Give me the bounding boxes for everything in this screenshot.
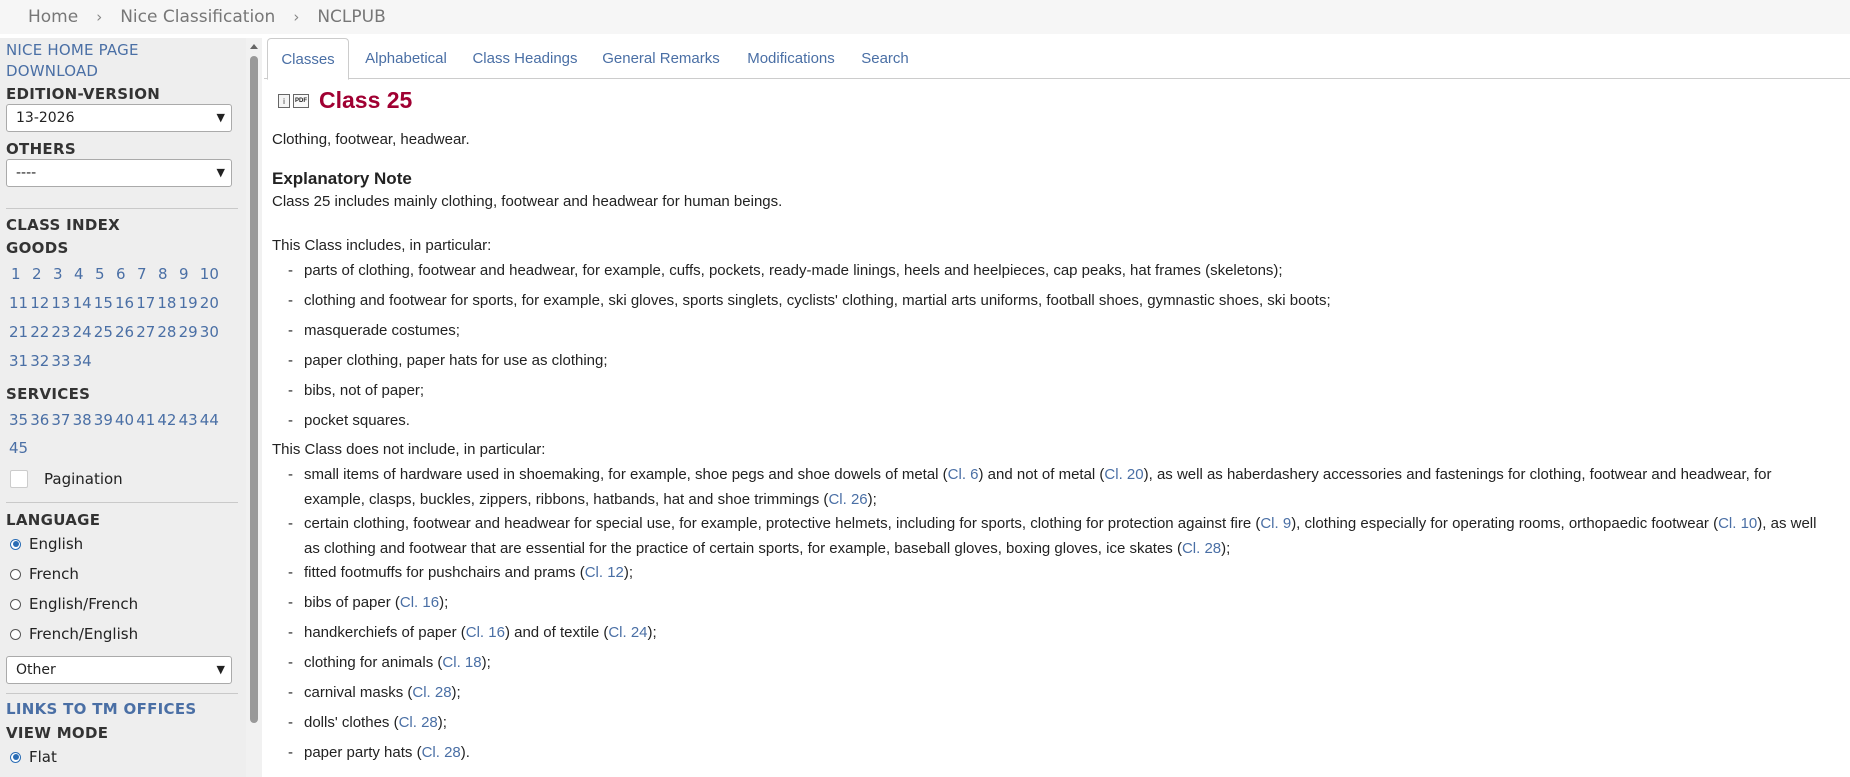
class-link-17[interactable]: 17 [136, 294, 156, 312]
tab-general-remarks[interactable]: General Remarks [602, 50, 720, 67]
class-link-41[interactable]: 41 [136, 411, 156, 429]
info-document-icon[interactable]: i [278, 94, 290, 108]
class-cross-reference-link[interactable]: Cl. 28 [421, 744, 461, 761]
other-language-select[interactable] [6, 656, 232, 684]
other-language-value: Other [16, 662, 56, 678]
main-content [272, 79, 1842, 777]
divider [6, 208, 238, 209]
pagination-toggle[interactable] [10, 470, 123, 488]
radio-button[interactable] [10, 569, 21, 580]
class-link-37[interactable]: 37 [51, 411, 71, 429]
links-to-tm-offices-link[interactable]: LINKS TO TM OFFICES [6, 700, 197, 718]
bullet-dash: - [288, 624, 293, 641]
bullet-dash: - [288, 382, 293, 399]
class-link-7[interactable]: 7 [137, 265, 147, 283]
includes-list-item [288, 348, 1828, 373]
class-link-18[interactable]: 18 [157, 294, 177, 312]
tab-alphabetical[interactable]: Alphabetical [365, 50, 447, 67]
class-link-40[interactable]: 40 [115, 411, 135, 429]
bullet-dash: - [288, 564, 293, 581]
includes-item-text: clothing and footwear for sports, for example, ski gloves, sports singlets, cyclists' clothing, martial arts uniforms, football shoes, gymnastic shoes, ski boots; [304, 292, 1331, 309]
pagination-checkbox[interactable] [10, 470, 28, 488]
bullet-dash: - [288, 654, 293, 671]
breadcrumb-nclpub: NCLPUB [317, 7, 386, 27]
class-link-14[interactable]: 14 [72, 294, 92, 312]
class-link-15[interactable]: 15 [93, 294, 113, 312]
class-link-9[interactable]: 9 [179, 265, 189, 283]
class-link-30[interactable]: 30 [199, 323, 219, 341]
includes-intro: This Class includes, in particular: [272, 237, 492, 254]
chevron-right-icon: › [96, 8, 103, 26]
explanatory-note-text: Class 25 includes mainly clothing, footwear and headwear for human beings. [272, 193, 783, 210]
services-label: SERVICES [6, 385, 91, 403]
class-link-45[interactable]: 45 [9, 439, 29, 457]
includes-item-text: bibs, not of paper; [304, 382, 425, 399]
class-cross-reference-link[interactable]: Cl. 24 [608, 624, 648, 641]
class-link-26[interactable]: 26 [115, 323, 135, 341]
class-link-31[interactable]: 31 [9, 352, 29, 370]
tab-classes[interactable]: Classes [267, 38, 349, 80]
breadcrumb-home[interactable]: Home [28, 7, 79, 27]
excludes-list-item [288, 511, 1828, 561]
view-mode-option-flat[interactable]: Flat [10, 748, 57, 766]
class-link-42[interactable]: 42 [157, 411, 177, 429]
excludes-item-text: certain clothing, footwear and headwear for special use, for example, protective helmets, including for sports, clothing for protection against fire (Cl. 9), clothing especially for operating rooms, orthopaedic footwear (Cl. 10), as well as clothing and footwear that are essential for the practice of certain sports, for example, baseball gloves, boxing gloves, ice skates (Cl. 28); [304, 515, 1817, 557]
excludes-list-item [288, 710, 1828, 735]
others-select[interactable] [6, 159, 232, 187]
includes-list-item [288, 318, 1828, 343]
class-link-2[interactable]: 2 [32, 265, 42, 283]
class-link-20[interactable]: 20 [199, 294, 219, 312]
excludes-list-item [288, 620, 1828, 645]
class-link-27[interactable]: 27 [136, 323, 156, 341]
bullet-dash: - [288, 292, 293, 309]
class-heading: Clothing, footwear, headwear. [272, 131, 470, 148]
class-cross-reference-link[interactable]: Cl. 16 [465, 624, 505, 641]
chevron-down-icon: ▼ [216, 166, 225, 179]
bullet-dash: - [288, 515, 293, 532]
excludes-list-item [288, 590, 1828, 615]
others-value: ---- [16, 165, 37, 181]
radio-button[interactable] [10, 539, 21, 550]
divider [6, 693, 238, 694]
class-link-44[interactable]: 44 [199, 411, 219, 429]
class-link-25[interactable]: 25 [93, 323, 113, 341]
class-link-35[interactable]: 35 [9, 411, 29, 429]
class-cross-reference-link[interactable]: Cl. 26 [828, 491, 868, 508]
excludes-item-text: dolls' clothes (Cl. 28); [304, 714, 447, 731]
class-link-4[interactable]: 4 [74, 265, 84, 283]
radio-button[interactable] [10, 629, 21, 640]
edition-version-value: 13-2026 [16, 110, 75, 126]
sidebar-scrollbar[interactable] [246, 38, 262, 777]
breadcrumb [0, 0, 1850, 34]
bullet-dash: - [288, 684, 293, 701]
class-link-23[interactable]: 23 [51, 323, 71, 341]
class-link-8[interactable]: 8 [158, 265, 168, 283]
language-label: LANGUAGE [6, 511, 101, 529]
class-link-24[interactable]: 24 [72, 323, 92, 341]
includes-item-text: paper clothing, paper hats for use as clothing; [304, 352, 608, 369]
class-link-33[interactable]: 33 [51, 352, 71, 370]
class-link-28[interactable]: 28 [157, 323, 177, 341]
edition-version-select[interactable] [6, 104, 232, 132]
includes-item-text: parts of clothing, footwear and headwear, for example, cuffs, pockets, ready-made linings, heels and heelpieces, cap peaks, hat frames (skeletons); [304, 262, 1283, 279]
class-link-43[interactable]: 43 [178, 411, 198, 429]
chevron-down-icon: ▼ [216, 111, 225, 124]
class-link-29[interactable]: 29 [178, 323, 198, 341]
class-link-39[interactable]: 39 [93, 411, 113, 429]
excludes-item-text: carnival masks (Cl. 28); [304, 684, 461, 701]
edition-version-label: EDITION-VERSION [6, 85, 161, 103]
tab-class-headings[interactable]: Class Headings [472, 50, 578, 67]
radio-button[interactable] [10, 752, 21, 763]
class-link-34[interactable]: 34 [72, 352, 92, 370]
excludes-item-text: fitted footmuffs for pushchairs and prams (Cl. 12); [304, 564, 634, 581]
class-link-1[interactable]: 1 [11, 265, 21, 283]
sidebar [0, 38, 246, 777]
excludes-item-text: clothing for animals (Cl. 18); [304, 654, 491, 671]
others-label: OTHERS [6, 140, 76, 158]
class-link-11[interactable]: 11 [9, 294, 29, 312]
class-cross-reference-link[interactable]: Cl. 18 [442, 654, 482, 671]
includes-item-text: masquerade costumes; [304, 322, 460, 339]
language-option-french[interactable]: French [10, 565, 79, 583]
bullet-dash: - [288, 352, 293, 369]
class-cross-reference-link[interactable]: Cl. 28 [1181, 540, 1222, 557]
tab-search[interactable]: Search [861, 50, 909, 67]
excludes-list-item [288, 740, 1828, 765]
bullet-dash: - [288, 322, 293, 339]
class-cross-reference-link[interactable]: Cl. 12 [584, 564, 624, 581]
excludes-item-text: small items of hardware used in shoemaking, for example, shoe pegs and shoe dowels of metal (Cl. 6) and not of metal (Cl. 20), as well as haberdashery accessories and fastenings for clothing, footwear and headwear, for example, clasps, buckles, zippers, ribbons, hatbands, hat and shoe trimmings (Cl. 26); [304, 466, 1772, 508]
language-option-french-english[interactable]: French/English [10, 625, 138, 643]
class-link-21[interactable]: 21 [9, 323, 29, 341]
scroll-up-arrow-icon[interactable] [250, 44, 258, 49]
excludes-list-item [288, 650, 1828, 675]
bullet-dash: - [288, 594, 293, 611]
scrollbar-thumb[interactable] [250, 56, 258, 723]
bullet-dash: - [288, 466, 293, 483]
excludes-item-text: paper party hats (Cl. 28). [304, 744, 470, 761]
class-link-12[interactable]: 12 [30, 294, 50, 312]
class-link-19[interactable]: 19 [178, 294, 198, 312]
download-link[interactable]: DOWNLOAD [6, 62, 99, 80]
class-cross-reference-link[interactable]: Cl. 6 [947, 466, 979, 483]
chevron-down-icon: ▼ [216, 663, 225, 676]
tab-bar [264, 38, 1850, 79]
excludes-item-text: handkerchiefs of paper (Cl. 16) and of textile (Cl. 24); [304, 624, 657, 641]
includes-item-text: pocket squares. [304, 412, 410, 429]
class-cross-reference-link[interactable]: Cl. 9 [1260, 515, 1292, 532]
includes-list-item [288, 408, 1828, 433]
class-link-16[interactable]: 16 [115, 294, 135, 312]
pdf-icon[interactable]: PDF [293, 94, 309, 108]
language-option-english[interactable]: English [10, 535, 83, 553]
class-index-label: CLASS INDEX [6, 216, 121, 234]
divider [6, 502, 238, 503]
class-link-13[interactable]: 13 [51, 294, 71, 312]
class-cross-reference-link[interactable]: Cl. 28 [398, 714, 438, 731]
includes-list-item [288, 258, 1828, 283]
class-link-22[interactable]: 22 [30, 323, 50, 341]
class-link-6[interactable]: 6 [116, 265, 126, 283]
excludes-list-item [288, 680, 1828, 705]
class-link-36[interactable]: 36 [30, 411, 50, 429]
breadcrumb-nice-classification[interactable]: Nice Classification [120, 7, 276, 27]
class-cross-reference-link[interactable]: Cl. 10 [1718, 515, 1758, 532]
pagination-label: Pagination [44, 470, 123, 488]
language-option-english-french[interactable]: English/French [10, 595, 138, 613]
bullet-dash: - [288, 412, 293, 429]
excludes-list-item [288, 560, 1828, 585]
excludes-item-text: bibs of paper (Cl. 16); [304, 594, 449, 611]
view-mode-label: VIEW MODE [6, 724, 109, 742]
nice-home-page-link[interactable]: NICE HOME PAGE [6, 41, 139, 59]
class-cross-reference-link[interactable]: Cl. 28 [412, 684, 452, 701]
tab-modifications[interactable]: Modifications [747, 50, 835, 67]
bullet-dash: - [288, 744, 293, 761]
bullet-dash: - [288, 714, 293, 731]
class-cross-reference-link[interactable]: Cl. 20 [1104, 466, 1144, 483]
class-link-38[interactable]: 38 [72, 411, 92, 429]
class-link-3[interactable]: 3 [53, 265, 63, 283]
includes-list-item [288, 378, 1828, 403]
goods-label: GOODS [6, 239, 69, 257]
class-link-32[interactable]: 32 [30, 352, 50, 370]
bullet-dash: - [288, 262, 293, 279]
excludes-list-item [288, 462, 1828, 512]
page-title: Class 25 [319, 87, 413, 113]
class-link-5[interactable]: 5 [95, 265, 105, 283]
radio-button[interactable] [10, 599, 21, 610]
explanatory-note-title: Explanatory Note [272, 169, 412, 188]
excludes-intro: This Class does not include, in particular: [272, 441, 546, 458]
chevron-right-icon: › [293, 8, 300, 26]
class-title-row [278, 87, 412, 114]
includes-list-item [288, 288, 1828, 313]
class-cross-reference-link[interactable]: Cl. 16 [399, 594, 440, 611]
class-link-10[interactable]: 10 [199, 265, 219, 283]
